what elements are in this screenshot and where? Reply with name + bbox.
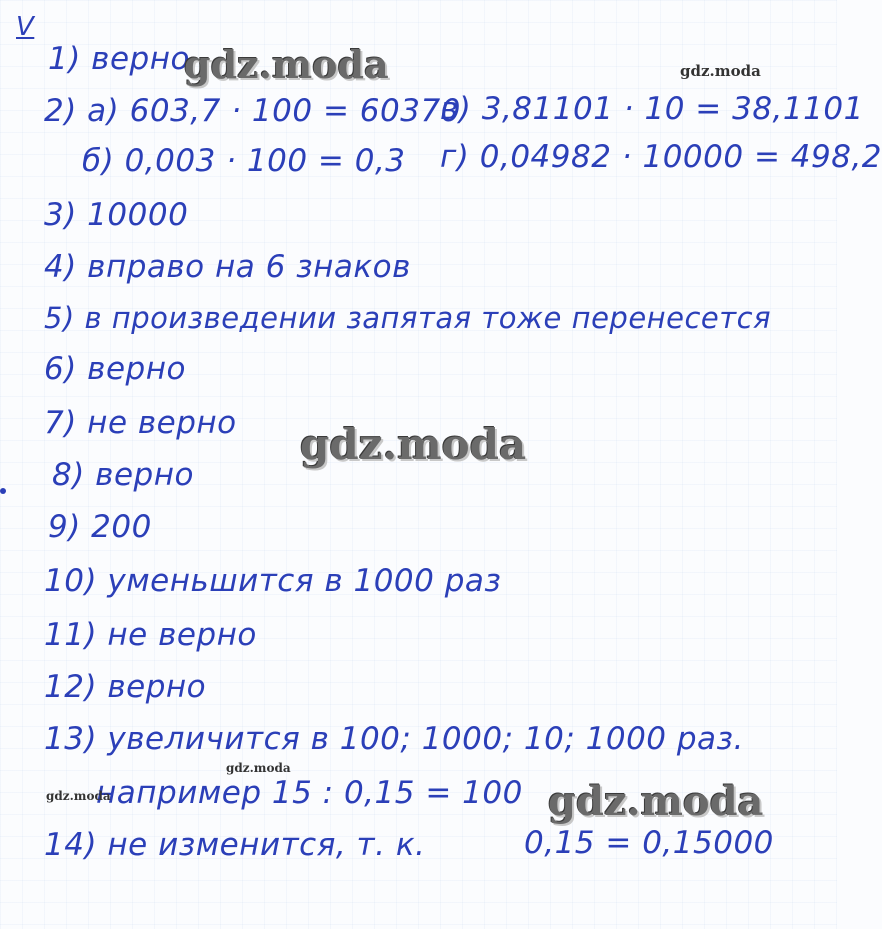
watermark-middle: gdz.moda	[300, 420, 527, 469]
watermark-bottom-right: gdz.moda	[548, 778, 764, 825]
section-numeral: V	[16, 12, 35, 42]
answer-2v: в) 3,81101 · 10 = 38,1101	[440, 91, 864, 127]
answer-13-example: например 15 : 0,15 = 100	[96, 775, 523, 811]
answer-2a: 2) а) 603,7 · 100 = 60370	[44, 93, 461, 129]
answer-10: 10) уменьшится в 1000 раз	[44, 563, 502, 599]
answer-1: 1) верно	[48, 41, 190, 77]
watermark-bottom-left: gdz.moda	[46, 789, 111, 803]
answer-3: 3) 10000	[44, 197, 189, 233]
answer-2g: г) 0,04982 · 10000 = 498,2	[440, 139, 882, 175]
answer-9: 9) 200	[48, 509, 152, 545]
answer-6: 6) верно	[44, 351, 186, 387]
answer-13: 13) увеличится в 100; 1000; 10; 1000 раз.	[44, 721, 744, 757]
answer-12: 12) верно	[44, 669, 207, 705]
answer-14: 14) не изменится, т. к.	[44, 827, 426, 863]
margin-dot	[0, 488, 6, 494]
answer-4: 4) вправо на 6 знаков	[44, 249, 411, 285]
watermark-top: gdz.moda	[184, 42, 389, 87]
answer-5: 5) в произведении запятая тоже перенесется	[44, 301, 772, 335]
answer-11: 11) не верно	[44, 617, 257, 653]
watermark-bottom-left-upper: gdz.moda	[226, 761, 291, 775]
answer-7: 7) не верно	[44, 405, 237, 441]
watermark-top-right: gdz.moda	[680, 62, 761, 80]
answer-8: 8) верно	[52, 457, 194, 493]
answer-2b: б) 0,003 · 100 = 0,3	[82, 143, 406, 179]
answer-14-example: 0,15 = 0,15000	[524, 825, 774, 861]
